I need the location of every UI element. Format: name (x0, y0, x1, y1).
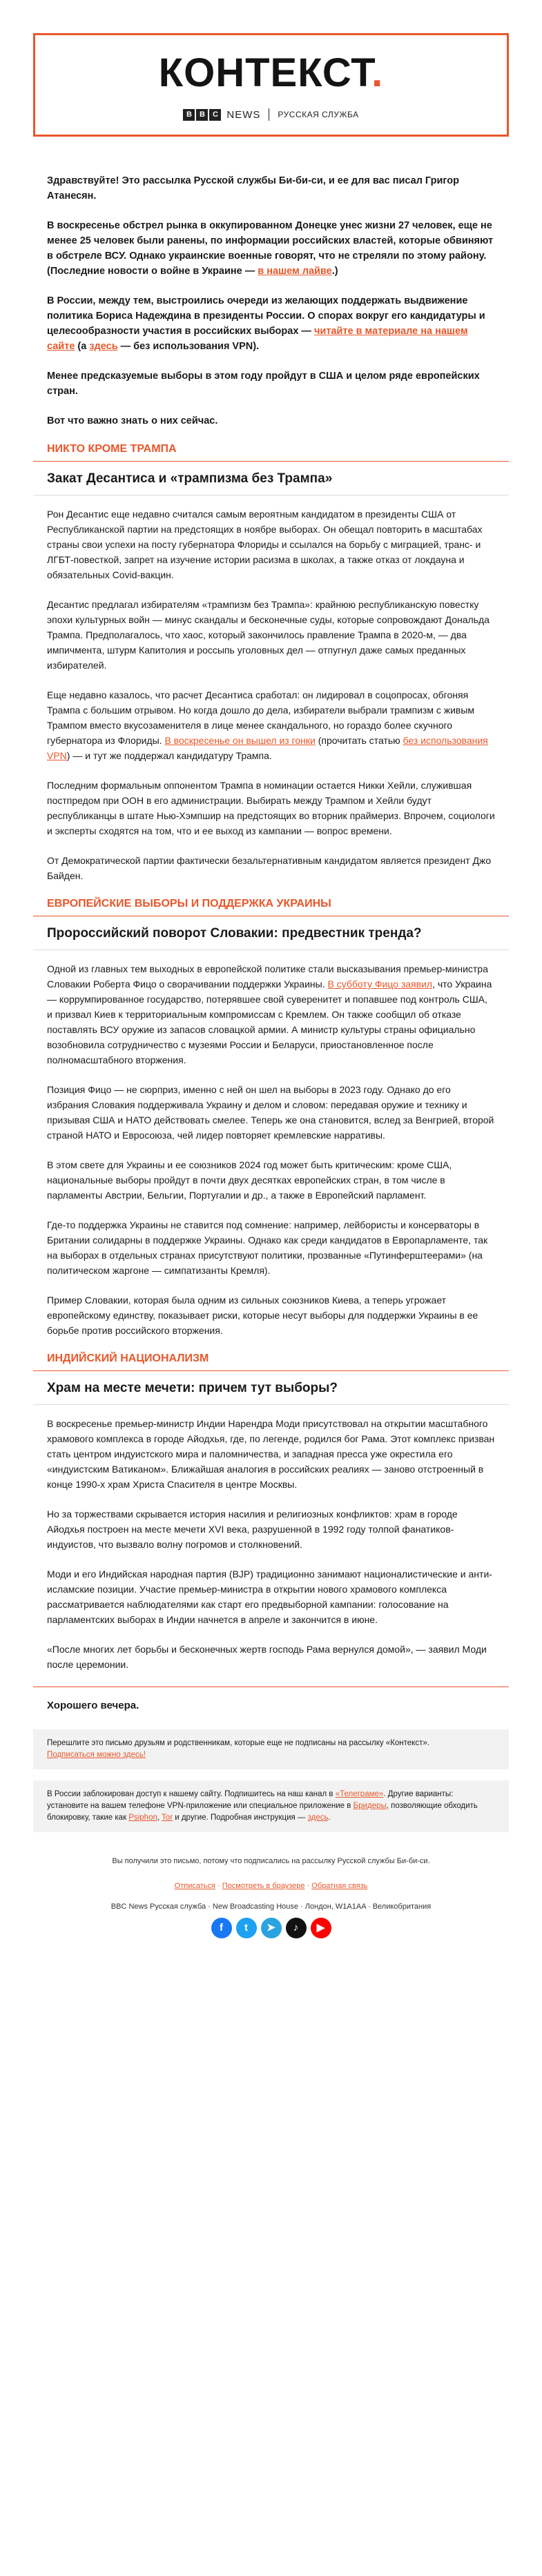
section-label: ИНДИЙСКИЙ НАЦИОНАЛИЗМ (33, 1353, 509, 1371)
subscribe-link[interactable]: Подписаться можно здесь! (47, 1751, 146, 1759)
paragraph: Позиция Фицо — не сюрприз, именно с ней он шел на выборы в 2023 году. Однако до его избрания Словакия поддерживала Украину и делом и словом: передавая оружие и технику и призывая США и НАТО действовать смелее. Теперь же она становится, вслед за Венгрией, второй страной НАТО и Евросоюза, чей лидер повторяет кремлевские нарративы. (47, 1084, 494, 1141)
forward-box (33, 1729, 509, 1769)
paragraph: «После многих лет борьбы и бесконечных жертв господь Рама вернулся домой», — заявил Моди после церемонии. (47, 1644, 487, 1670)
subscription-note: Вы получили это письмо, потому что подписались на рассылку Русской службы Би-би-си. (112, 1857, 430, 1865)
paragraph: Где-то поддержка Украины не ставится под сомнение: например, лейбористы и консерваторы в Британии солидарны в поддержке Украины. Однако как среди кандидатов в Европарламенте, так на выборах в отдельных странах присутствуют политики, прозванные «Путинферштеерами» (на политическом жаргоне — симпатизанты Кремля). (47, 1219, 488, 1276)
service-label: РУССКАЯ СЛУЖБА (278, 110, 359, 119)
fico-statement-link[interactable]: В субботу Фицо заявил (327, 979, 433, 990)
paragraph: Моди и его Индийская народная партия (BJP) традиционно занимают националистические и анти-исламские позиции. Участие премьер-министра в открытии нового храмового комплекса рассматривается наблюдателями как старт его предвыборной кампании: голосование на парламентских выборах в Индии начнется в апреле и закончится в июне. (47, 1569, 492, 1625)
section-india (47, 1353, 495, 1672)
no-vpn-link[interactable]: здесь (89, 341, 118, 352)
browsers-link[interactable]: Бридеры (353, 1802, 387, 1810)
section-label: ЕВРОПЕЙСКИЕ ВЫБОРЫ И ПОДДЕРЖКА УКРАИНЫ (33, 898, 509, 916)
twitter-icon[interactable]: t (236, 1918, 257, 1938)
youtube-icon[interactable]: ▶ (311, 1918, 331, 1938)
article-title: Храм на месте мечети: причем тут выборы? (33, 1381, 509, 1405)
bbc-logo-icon: B B C (183, 109, 221, 121)
no-vpn-link[interactable]: без использования VPN (47, 735, 488, 761)
facebook-icon[interactable]: f (211, 1918, 232, 1938)
intro-paragraph: В России, между тем, выстроились очереди из желающих поддержать выдвижение политика Бориса Надеждина в президенты России. О спорах вокруг его кандидатуры и целесообразности участия в российских выборах — читайте в материале на нашем сайте (а здесь — без использования VPN). (47, 295, 485, 352)
paragraph: Десантис предлагал избирателям «трампизм без Трампа»: крайнюю республиканскую повестку эпохи культурных войн — минус скандалы и бесконечные суды, которые сопровождают Дональда Трампа. Предполагалось, что хаос, который закончилось правление Трампа в 2020-м, — два импичмента, штурм Капитолия и россыпь уголовных дел — отпугнул даже самых преданных избирателей. (47, 599, 490, 671)
unsubscribe-link[interactable]: Отписаться (174, 1882, 215, 1890)
news-label: NEWS (226, 108, 261, 121)
paragraph: Но за торжествами скрывается история насилия и религиозных конфликтов: храм в городе Айодхья построен на месте мечети XVI века, разрушенной в 1992 году толпой фанатиков-индуистов, что вызвало волну погромов и столкновений. (47, 1508, 458, 1550)
footer-links: Отписаться · Посмотреть в браузере · Обратная связь (174, 1882, 368, 1890)
blocked-access-box: В России заблокирован доступ к нашему сайту. Подпишитесь на наш канал в «Телеграме». Другие варианты: установите на вашем телефоне VPN-приложение или специальное приложение в Бридеры, позволяющие обходить блокировку, такие как Psiphon, Tor и другие. Подробная инструкция — здесь. (33, 1780, 509, 1832)
signoff: Хорошего вечера. (33, 1687, 509, 1721)
paragraph: Пример Словакии, которая была одним из сильных союзников Киева, а теперь угрожает европейскому единству, показывает риски, которые несут выборы для поддержки Украины в ее борьбе против российского вторжения. (47, 1295, 478, 1336)
masthead (33, 33, 509, 137)
forward-text: Перешлите это письмо друзьям и родственникам, которые еще не подписаны на рассылку «Контекст». (47, 1739, 429, 1747)
instructions-link[interactable]: здесь (307, 1813, 329, 1822)
paragraph: В воскресенье премьер-министр Индии Нарендра Моди присутствовал на открытии масштабного храмового комплекса в городе Айодхья, где, по легенде, родился бог Рама. Этот комплекс призван стать центром индуистского мира и паломничества, и западная пресса уже окрестила его «индуистским Ватиканом». Ближайшая аналогия в российских реалиях — заново отстроенный в конце 1990-х храм Христа Спасителя в центре Москвы. (47, 1418, 495, 1490)
telegram-icon[interactable]: ➤ (261, 1918, 282, 1938)
intro (47, 173, 495, 429)
feedback-link[interactable]: Обратная связь (311, 1882, 368, 1890)
paragraph: В этом свете для Украины и ее союзников 2024 год может быть критическим: кроме США, национальные выборы пройдут в почти двух десятках европейских стран, в том числе в парламенты Австрии, Бельгии, Португалии и др., а также в Европейский парламент. (47, 1159, 452, 1201)
desantis-exit-link[interactable]: В воскресенье он вышел из гонки (164, 735, 316, 746)
bbc-brand (35, 108, 507, 121)
paragraph: От Демократической партии фактически безальтернативным кандидатом является президент Джо Байден. (47, 855, 492, 881)
article-title: Закат Десантиса и «трампизма без Трампа» (33, 471, 509, 495)
intro-paragraph: Менее предсказуемые выборы в этом году пройдут в США и целом ряде европейских стран. (47, 371, 480, 397)
section-trump (47, 443, 495, 883)
section-europe (47, 898, 495, 1338)
social-links (47, 1918, 495, 1959)
kontekst-logo: КОНТЕКСТ. (158, 50, 384, 95)
footer (47, 1832, 495, 1959)
intro-paragraph: Вот что важно знать о них сейчас. (47, 415, 218, 426)
live-link[interactable]: в нашем лайве (258, 266, 332, 277)
paragraph: Рон Десантис еще недавно считался самым вероятным кандидатом в президенты США от Республиканской партии на предстоящих в ноябре выборах. Он обещал повторить в масштабах страны свои успехи на посту губернатора Флориды и ссылался на борьбу с миграцией, транс- и ЛГБТ-повесткой, запрет на изучение истории расизма в школах, а также отказ от локдауна и обязательных Covid-вакцин. (47, 509, 483, 580)
paragraph: Одной из главных тем выходных в европейской политике стали высказывания премьер-министра Словакии Роберта Фицо о сворачивании поддержки Украины. В субботу Фицо заявил, что Украина — коррумпированное государство, потерявшее свой суверенитет и попавшее под контроль США, и призвал Киев к территориальным компромиссам с Кремлем. Он также сообщил об отказе поставлять ВСУ оружие из запасов словацкой армии. А министр культуры страны официально возобновила сотрудничество с музеями России и Беларуси, приостановленное после полномасштабного вторжения. (47, 963, 492, 1065)
tor-link[interactable]: Tor (162, 1813, 173, 1822)
section-label: НИКТО КРОМЕ ТРАМПА (33, 443, 509, 462)
address: BBC News Русская служба · New Broadcasting House · Лондон, W1A1AA · Великобритания (110, 1902, 432, 1911)
greeting: Здравствуйте! Это рассылка Русской службы Би-би-си, и ее для вас писал Григор Атанесян. (47, 175, 459, 201)
site-article-link[interactable]: читайте в материале на нашем сайте (47, 326, 468, 352)
view-in-browser-link[interactable]: Посмотреть в браузере (222, 1882, 305, 1890)
paragraph: Еще недавно казалось, что расчет Десантиса сработал: он лидировал в соцопросах, обгоняя Трампа с большим отрывом. Но когда дошло до дела, избиратели выбрали трампизм с живым Трампом вместо вкусозаменителя в лице менее скандального, но гораздо более скучного губернатора из Флориды. В воскресенье он вышел из гонки (прочитать статью без использования VPN) — и тут же поддержал кандидатуру Трампа. (47, 689, 488, 761)
article-title: Пророссийский поворот Словакии: предвестник тренда? (33, 926, 509, 950)
psiphon-link[interactable]: Psiphon (128, 1813, 157, 1822)
paragraph: Последним формальным оппонентом Трампа в номинации остается Никки Хейли, служившая постпредом при ООН в его администрации. Выбирать между Трампом и Хейли будут республиканцы в штате Нью-Хэмпшир на предстоящих во вторник праймериз. Впрочем, социологи и эксперты сходятся на том, что и ее выход из кампании — вопрос времени. (47, 780, 495, 836)
tiktok-icon[interactable]: ♪ (286, 1918, 307, 1938)
intro-paragraph: В воскресенье обстрел рынка в оккупированном Донецке унес жизни 27 человек, еще не менее 25 человек были ранены, по информации российских властей, которые обвиняют в обстреле ВСУ. Однако украинские военные говорят, что не стреляли по этому району. (Последние новости о войне в Украине — в нашем лайве.) (47, 220, 494, 277)
telegram-link[interactable]: «Телеграме» (335, 1790, 384, 1798)
